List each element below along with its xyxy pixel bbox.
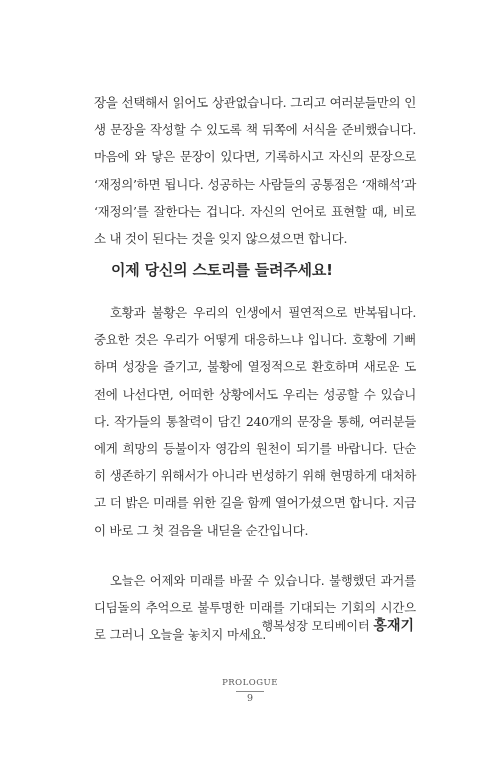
intro-paragraph-text: 장을 선택해서 읽어도 상관없습니다. 그리고 여러분들만의 인생 문장을 작성할 수 있도록 책 뒤쪽에 서식을 준비했습니다. 마음에 와 닿은 문장이 있다면, 기록하시고 자신의 문장으로 ‘재정의’하면 됩니다. 성공하는 사람들의 공통점은 ‘재해석’과 ‘재정의’를 잘한다는 겁니다. 자신의 언어로 표현할 때, 비로소 내 것이 된다는 것을 잊지 않으셨으면 합니다.	[94, 95, 416, 247]
author-signature	[261, 615, 414, 635]
footer-divider	[236, 691, 264, 692]
author-name: 홍재기	[373, 618, 414, 634]
main-paragraph	[94, 299, 416, 544]
author-title: 행복성장 모티베이터	[261, 619, 370, 633]
main-paragraph-text: 호황과 불황은 우리의 인생에서 필연적으로 반복됩니다. 중요한 것은 우리가 어떻게 대응하느냐 입니다. 호황에 기뻐하며 성장을 즐기고, 불황에 열정적으로 환호하며 새로운 도전에 나선다면, 어떠한 상황에서도 우리는 성공할 수 있습니다. 작가들의 통찰력이 담긴 240개의 문장을 통해, 여러분들에게 희망의 등불이자 영감의 원천이 되기를 바랍니다. 단순히 생존하기 위해서가 아니라 번성하기 위해 현명하게 대처하고 더 밝은 미래를 위한 길을 함께 열어가셨으면 합니다. 지금이 바로 그 첫 걸음을 내딛을 순간입니다.	[94, 305, 416, 538]
section-heading: 이제 당신의 스토리를 들려주세요!	[111, 261, 333, 279]
footer-section-label: PROLOGUE	[222, 678, 278, 688]
closing-paragraph-text: 오늘은 어제와 미래를 바꿀 수 있습니다. 불행했던 과거를 디딤돌의 추억으로 불투명한 미래를 기대되는 기회의 시간으로 그러니 오늘을 놓치지 마세요.	[94, 574, 416, 643]
intro-paragraph	[94, 89, 416, 252]
closing-paragraph	[94, 568, 416, 650]
page-number: 9	[246, 693, 254, 704]
